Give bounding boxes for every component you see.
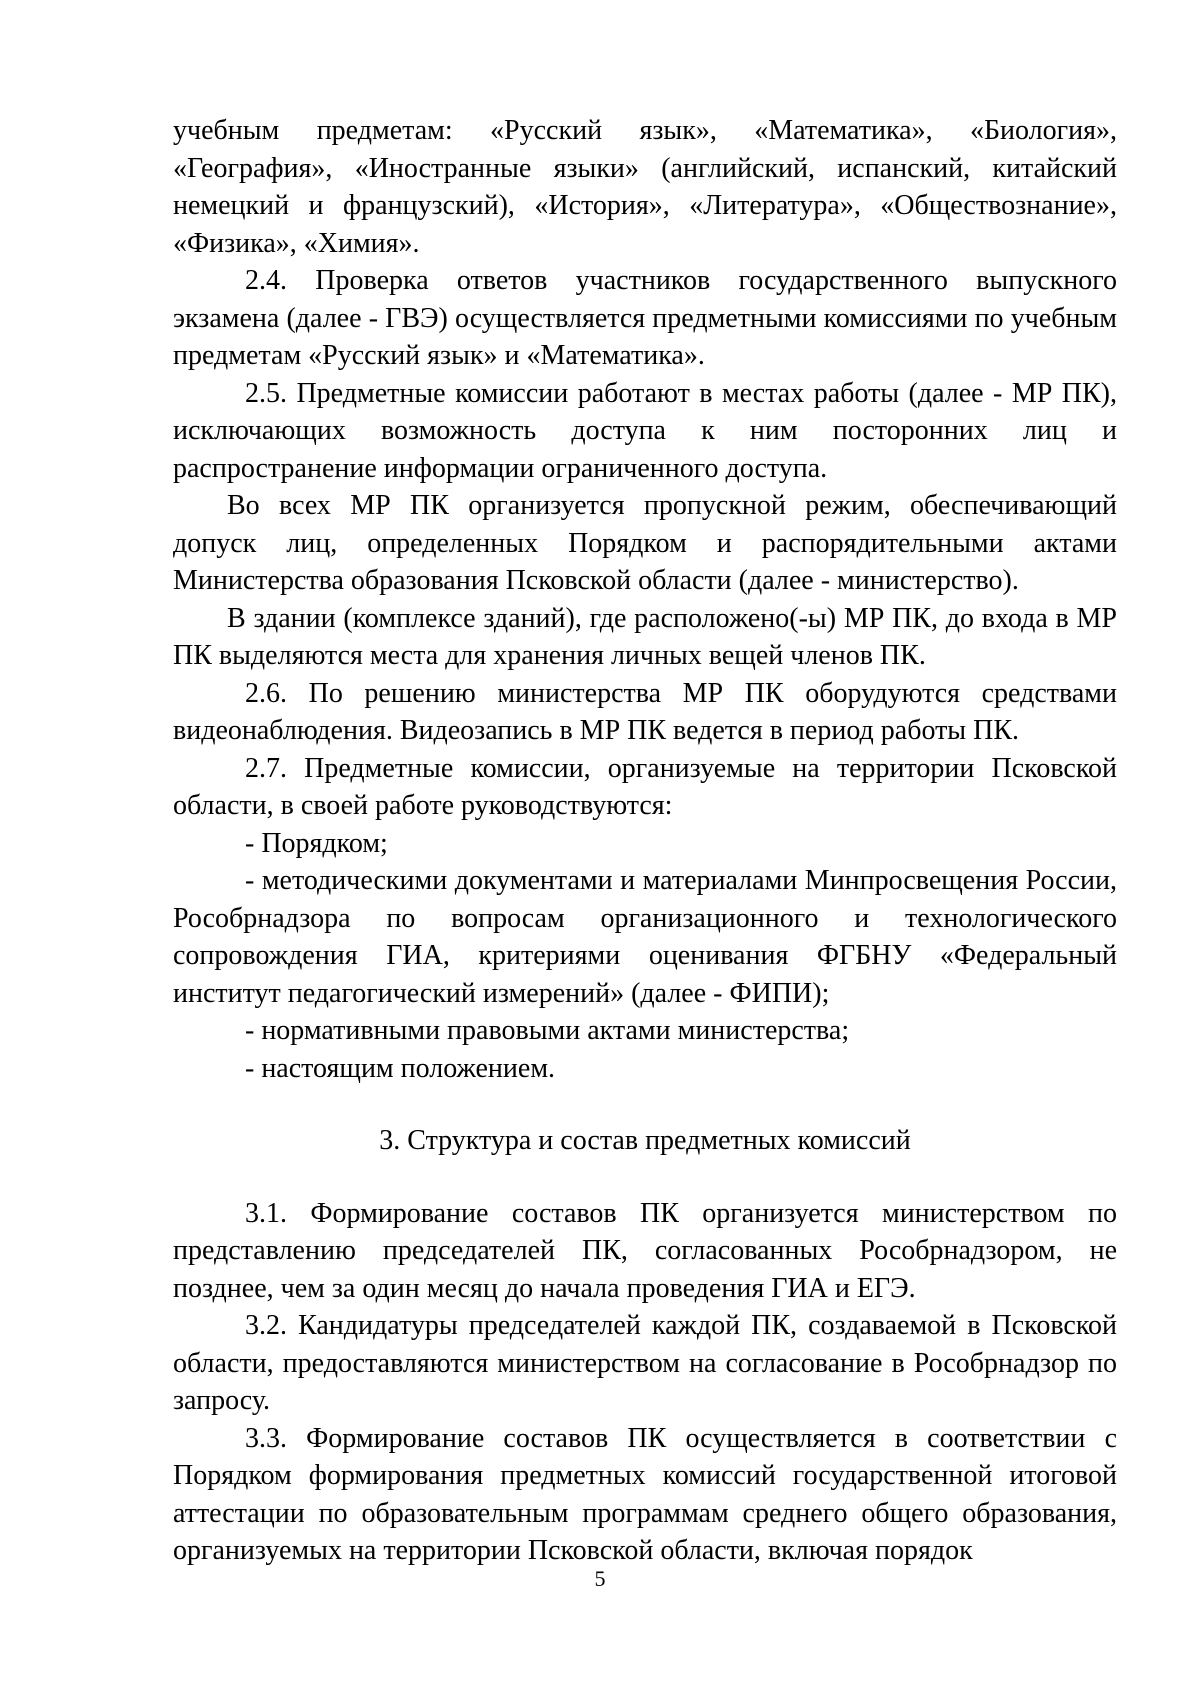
list-item-order: - Порядком; <box>245 827 388 859</box>
document-body <box>173 112 1117 1570</box>
paragraph-2-5: 2.5. Предметные комиссии работают в местах работы (далее - МР ПК), исключающих возможность доступа к ним посторонних лиц и распространение информации ограниченного доступа. <box>173 377 1117 484</box>
paragraph-3-1: 3.1. Формирование составов ПК организуется министерством по представлению председателей ПК, согласованных Рособрнадзором, не позднее, чем за один месяц до начала проведения ГИА и ЕГЭ. <box>173 1197 1117 1304</box>
list-item-regulatory-acts: - нормативными правовыми актами министерства; <box>245 1015 850 1046</box>
paragraph-3-2: 3.2. Кандидатуры председателей каждой ПК, создаваемой в Псковской области, предоставляются министерством на согласование в Рособрнадзор по запросу. <box>173 1310 1117 1416</box>
paragraph-continuation: учебным предметам: «Русский язык», «Математика», «Биология», «География», «Иностранные языки» (английский, испанский, китайский немецкий и французский), «История», «Литература», «Обществознание», «Физика», «Химия». <box>173 115 1117 259</box>
paragraph-personal-belongings: В здании (комплексе зданий), где расположено(-ы) МР ПК, до входа в МР ПК выделяются места для хранения личных вещей членов ПК. <box>173 602 1117 671</box>
paragraph-access-regime: Во всех МР ПК организуется пропускной режим, обеспечивающий допуск лиц, определенных Порядком и распорядительными актами Министерства образования Псковской области (далее - министерство). <box>173 490 1117 596</box>
paragraph-3-3: 3.3. Формирование составов ПК осуществляется в соответствии с Порядком формирования предметных комиссий государственной итоговой аттестации по образовательным программам среднего общего образования, организуемых на территории Псковской области, включая порядок <box>173 1422 1117 1566</box>
page-number: 5 <box>594 1566 606 1591</box>
paragraph-2-6: 2.6. По решению министерства МР ПК оборудуются средствами видеонаблюдения. Видеозапись в МР ПК ведется в период работы ПК. <box>173 677 1117 746</box>
list-item-methodical-documents: - методическими документами и материалами Минпросвещения России, Рособрнадзора по вопросам организационного и технологического сопровождения ГИА, критериями оценивания ФГБНУ «Федеральный институт педагогический измерений» (далее - ФИПИ); <box>173 865 1117 1009</box>
paragraph-2-7: 2.7. Предметные комиссии, организуемые на территории Псковской области, в своей работе руководствуются: <box>173 752 1117 821</box>
list-item-this-regulation: - настоящим положением. <box>245 1052 556 1084</box>
section-heading: 3. Структура и состав предметных комиссий <box>379 1125 911 1156</box>
paragraph-2-4: 2.4. Проверка ответов участников государственного выпускного экзамена (далее - ГВЭ) осуществляется предметными комиссиями по учебным предметам «Русский язык» и «Математика». <box>173 265 1117 371</box>
